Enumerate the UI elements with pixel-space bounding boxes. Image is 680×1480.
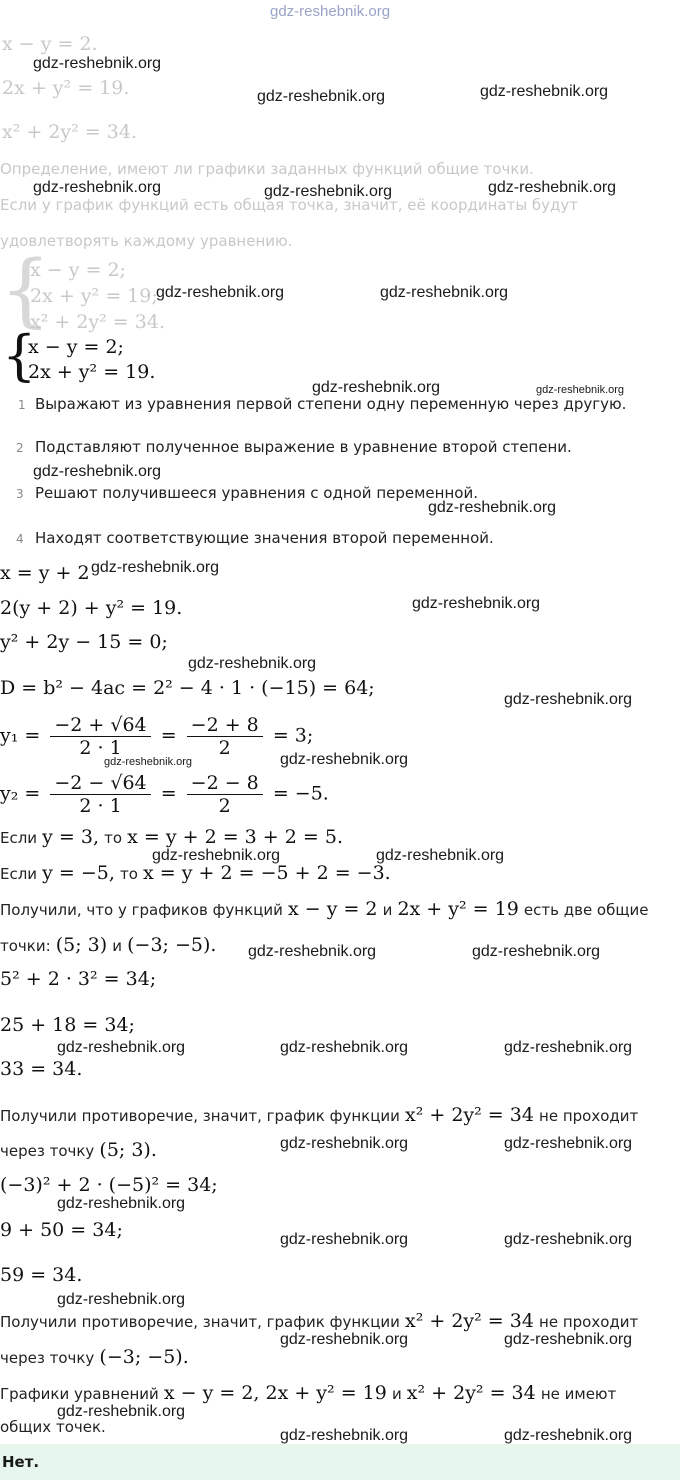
system2-eq-2: 2x + y² = 19. [28,361,156,383]
contradiction2-line-1 [0,1310,638,1332]
y2-denominator-2: 2 [218,795,231,817]
y1-denominator-1: 2 · 1 [79,737,122,759]
then-word: то [104,829,123,847]
watermark[interactable]: gdz-reshebnik.org [57,1403,186,1420]
watermark[interactable]: gdz-reshebnik.org [428,499,557,516]
y2-fraction-2 [187,772,263,817]
watermark[interactable]: gdz-reshebnik.org [380,284,509,301]
watermark[interactable]: gdz-reshebnik.org [33,463,162,480]
contradiction-point: (−3; −5). [99,1346,189,1368]
then-word: то [120,865,138,883]
conclusion-text-end: не имеют [540,1385,617,1403]
contradiction-text: Получили противоречие, значит, график функции [0,1107,400,1125]
watermark[interactable]: gdz-reshebnik.org [33,179,162,196]
conclusion-eqs: x − y = 2, 2x + y² = 19 [163,1382,387,1404]
system3-eq-2: 2x + y² = 19; [30,285,158,307]
system2-brace: { [2,324,37,387]
check1-line-2: 25 + 18 = 34; [0,1014,135,1036]
step-1-text: Выражают из уравнения первой степени одну переменную через другую. [35,395,627,413]
watermark[interactable]: gdz-reshebnik.org [257,88,386,105]
intro-line-1: Определение, имеют ли графики заданных функций общие точки. [0,160,534,178]
watermark[interactable]: gdz-reshebnik.org [280,1231,409,1248]
watermark[interactable]: gdz-reshebnik.org [504,691,633,708]
y1-equation [0,714,313,759]
watermark[interactable]: gdz-reshebnik.org [480,83,609,100]
contradiction-eq: x² + 2y² = 34 [405,1104,534,1126]
if-condition: y = 3, [42,826,100,848]
y2-fraction-1 [50,772,150,817]
if-condition: y = −5, [42,862,115,884]
watermark[interactable]: gdz-reshebnik.org [376,847,505,864]
check2-line-2: 9 + 50 = 34; [0,1219,123,1241]
watermark[interactable]: gdz-reshebnik.org [504,1039,633,1056]
if-y-3-line [0,826,343,848]
y2-label: y₂ = [0,782,41,805]
watermark[interactable]: gdz-reshebnik.org [57,1291,186,1308]
watermark[interactable]: gdz-reshebnik.org [152,847,281,864]
answer-box [0,1444,680,1480]
y1-denominator-2: 2 [218,737,231,759]
watermark[interactable]: gdz-reshebnik.org [156,284,285,301]
contradiction2-line-2 [0,1346,189,1368]
y1-label: y₁ = [0,724,41,747]
contradiction1-line-2 [0,1139,157,1161]
watermark[interactable]: gdz-reshebnik.org [280,1331,409,1348]
given-eq-3: x² + 2y² = 34. [2,121,137,143]
contradiction-point: (5; 3). [99,1139,157,1161]
conclusion-eq-3: x² + 2y² = 34 [406,1382,536,1404]
given-eq-1: x − y = 2. [2,33,98,55]
system3-eq-1: x − y = 2; [30,259,126,281]
step-2-text: Подставляют полученное выражение в уравнение второй степени. [35,438,572,456]
conclusion-line-2: общих точек. [0,1418,106,1436]
watermark[interactable]: gdz-reshebnik.org [57,1039,186,1056]
watermark[interactable]: gdz-reshebnik.org [504,1135,633,1152]
through-point-text: через точку [0,1142,95,1160]
points-word: точки: [0,937,51,955]
watermark[interactable]: gdz-reshebnik.org [504,1331,633,1348]
point-2: (−3; −5). [127,934,217,956]
if-result: x = y + 2 = 3 + 2 = 5. [127,826,343,848]
and-word: и [112,937,123,955]
check1-line-3: 33 = 34. [0,1058,83,1080]
result-line-2 [0,934,216,956]
y1-result: = 3; [272,724,314,747]
if-word: Если [0,865,38,883]
step-3-number: 3 [16,487,24,501]
watermark[interactable]: gdz-reshebnik.org [312,379,441,396]
system3-brace: { [0,243,51,336]
contradiction-text-end: не проходит [539,1313,639,1331]
given-eq-2: 2x + y² = 19. [2,77,130,99]
and-word: и [382,901,393,919]
solution-line-1: x = y + 2 [0,562,90,584]
intro-line-3: удовлетворять каждому уравнению. [0,232,293,250]
result-text: Получили, что у графиков функций [0,901,283,919]
answer-text: Нет. [2,1453,40,1471]
y2-equals: = [160,782,177,805]
and-word: и [391,1385,402,1403]
check2-line-3: 59 = 34. [0,1264,83,1286]
check2-line-1: (−3)² + 2 · (−5)² = 34; [0,1174,218,1196]
watermark[interactable]: gdz-reshebnik.org [280,751,409,768]
watermark[interactable]: gdz-reshebnik.org [280,1427,409,1444]
contradiction-eq: x² + 2y² = 34 [405,1310,534,1332]
y1-fraction-1 [50,714,150,759]
system3-eq-3: x² + 2y² = 34. [30,311,165,333]
y1-equals: = [160,724,177,747]
watermark[interactable]: gdz-reshebnik.org [280,1135,409,1152]
result-line-1 [0,898,648,920]
top-watermark[interactable]: gdz-reshebnik.org [270,3,391,20]
y1-numerator-1: −2 + √64 [50,714,150,737]
y2-equation [0,772,329,817]
watermark[interactable]: gdz-reshebnik.org [33,55,162,72]
contradiction1-line-1 [0,1104,638,1126]
result-text-end: есть две общие [523,901,649,919]
step-4-number: 4 [16,532,24,546]
system2-eq-1: x − y = 2; [28,336,124,358]
y1-fraction-2 [187,714,263,759]
contradiction-text-end: не проходит [539,1107,639,1125]
intro-line-2: Если у график функций есть общая точка, значит, её координаты будут [0,196,579,214]
watermark[interactable]: gdz-reshebnik.org [504,1231,633,1248]
step-2-number: 2 [16,441,24,455]
y2-numerator-1: −2 − √64 [50,772,150,795]
result-eq-2: 2x + y² = 19 [397,898,519,920]
watermark[interactable]: gdz-reshebnik.org [280,1039,409,1056]
solution-line-3: y² + 2y − 15 = 0; [0,631,168,653]
if-result: x = y + 2 = −5 + 2 = −3. [143,862,391,884]
result-eq-1: x − y = 2 [287,898,378,920]
discriminant-line: D = b² − 4ac = 2² − 4 · 1 · (−15) = 64; [0,677,375,699]
point-1: (5; 3) [55,934,108,956]
through-point-text: через точку [0,1349,95,1367]
check1-line-1: 5² + 2 · 3² = 34; [0,968,157,990]
if-word: Если [0,829,38,847]
watermark[interactable]: gdz-reshebnik.org [504,1427,633,1444]
conclusion-text: Графики уравнений [0,1385,159,1403]
y2-numerator-2: −2 − 8 [187,772,263,795]
watermark[interactable]: gdz-reshebnik.org [264,183,393,200]
watermark[interactable]: gdz-reshebnik.org [91,559,220,576]
watermark[interactable]: gdz-reshebnik.org [188,655,317,672]
watermark[interactable]: gdz-reshebnik.org [472,943,601,960]
y2-result: = −5. [272,782,329,805]
watermark[interactable]: gdz-reshebnik.org [412,595,541,612]
contradiction-text: Получили противоречие, значит, график функции [0,1313,400,1331]
watermark[interactable]: gdz-reshebnik.org [104,756,193,768]
conclusion-line-1 [0,1382,616,1404]
y2-denominator-1: 2 · 1 [79,795,122,817]
watermark[interactable]: gdz-reshebnik.org [248,943,377,960]
step-4-text: Находят соответствующие значения второй переменной. [35,529,494,547]
y1-numerator-2: −2 + 8 [187,714,263,737]
if-y-minus5-line [0,862,391,884]
watermark[interactable]: gdz-reshebnik.org [488,179,617,196]
watermark[interactable]: gdz-reshebnik.org [536,384,625,396]
watermark[interactable]: gdz-reshebnik.org [57,1195,186,1212]
step-1-number: 1 [18,398,26,412]
step-3-text: Решают получившееся уравнения с одной переменной. [35,484,478,502]
solution-line-2: 2(y + 2) + y² = 19. [0,597,183,619]
